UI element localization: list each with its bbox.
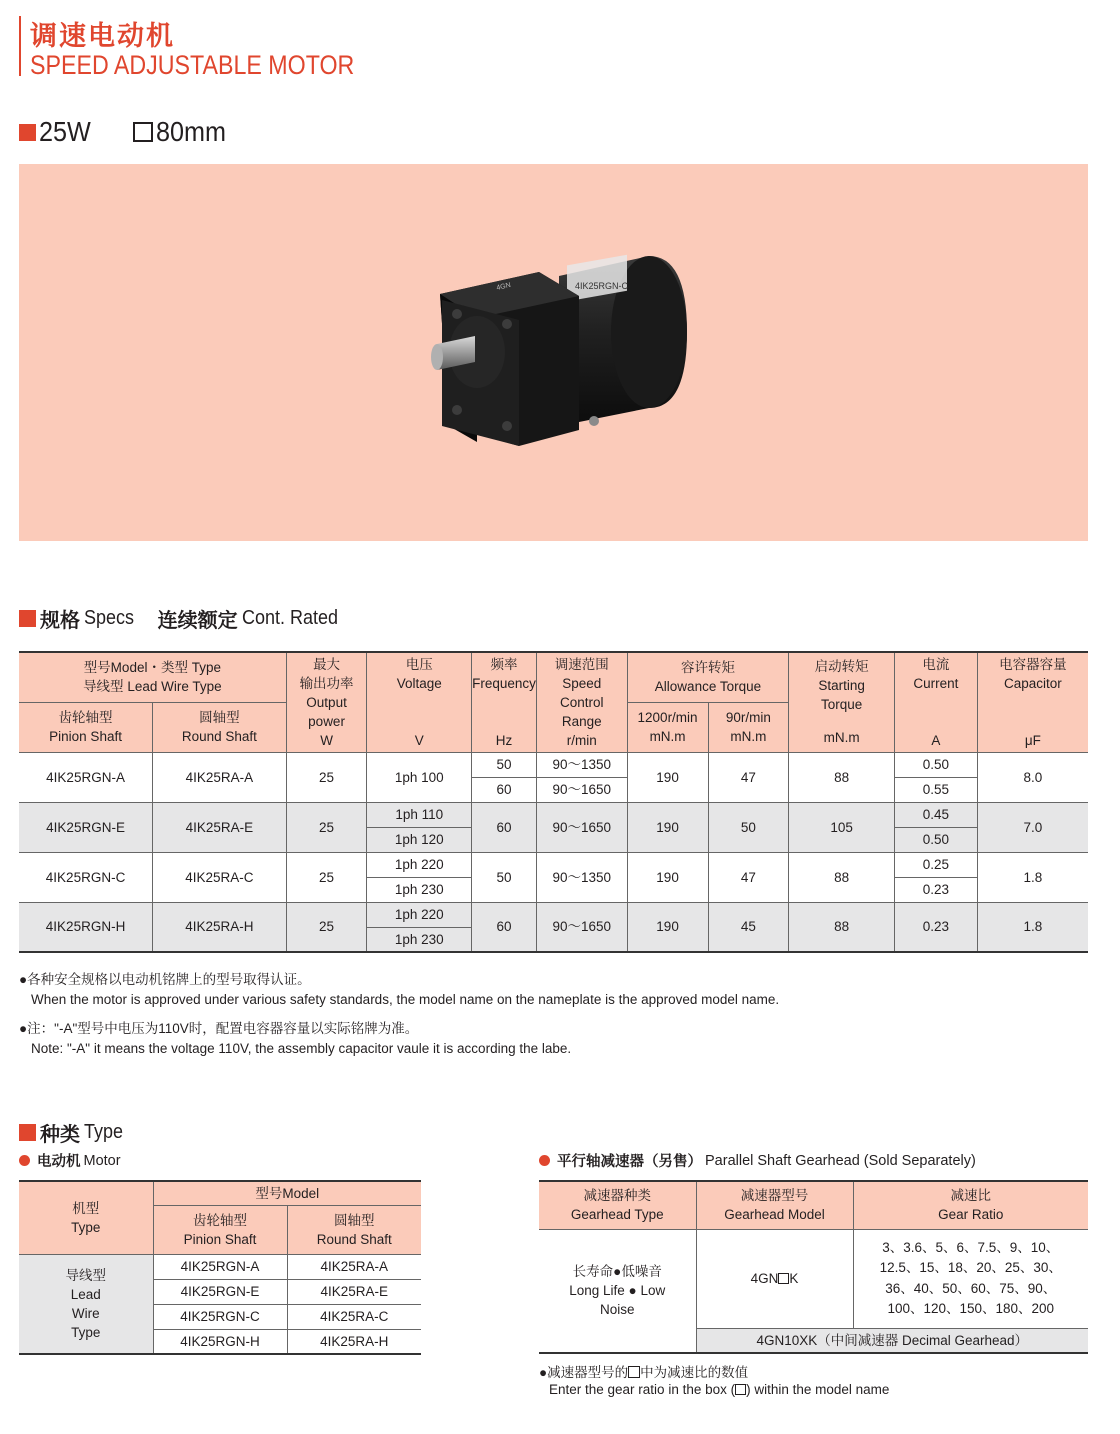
cell-power: 25 xyxy=(286,802,367,852)
cell-torque-90: 47 xyxy=(708,852,789,902)
gear-ratio-cell: 3、3.6、5、6、7.5、9、10、 12.5、15、18、20、25、30、 36、40、50、60、75、90、 100、120、150、180、200 xyxy=(853,1229,1088,1328)
rating-row xyxy=(19,117,233,147)
header-gear-ratio: 减速比 Gear Ratio xyxy=(853,1181,1088,1229)
type-section-title: 种类 Type xyxy=(19,1118,127,1147)
power-rating: 25W xyxy=(39,116,91,147)
square-bullet-icon xyxy=(19,1124,36,1141)
header-accent-bar xyxy=(19,16,21,76)
motor-type-table xyxy=(19,1180,421,1355)
page-title-en: SPEED ADJUSTABLE MOTOR xyxy=(30,50,355,80)
header-starting-torque: 启动转矩 Starting Torque mN.m xyxy=(789,652,895,752)
cell-power: 25 xyxy=(286,902,367,952)
cell-current: 0.23 xyxy=(894,877,977,902)
cell-capacitor: 7.0 xyxy=(977,802,1088,852)
note-2-en: Note: "-A" it means the voltage 110V, the assembly capacitor vaule it is according the labe. xyxy=(31,1041,572,1056)
header-frequency: 频率 Frequency Hz xyxy=(472,652,537,752)
cell-frequency: 60 xyxy=(472,802,537,852)
cell-round: 4IK25RA-C xyxy=(153,852,287,902)
lead-wire-type-cell: 导线型 Lead Wire Type xyxy=(19,1254,153,1354)
header-torque-1200: 1200r/min mN.m xyxy=(627,702,708,752)
cell-pinion: 4IK25RGN-H xyxy=(153,1329,287,1354)
cell-torque-1200: 190 xyxy=(627,752,708,802)
circle-bullet-icon xyxy=(539,1155,550,1166)
cell-round: 4IK25RA-H xyxy=(287,1329,421,1354)
header-output-power: 最大 输出功率 Output power W xyxy=(286,652,367,752)
gearhead-note-cn: ●减速器型号的 中为减速比的数值 xyxy=(539,1365,749,1380)
gearhead-note-en: Enter the gear ratio in the box ( ) within the model name xyxy=(549,1382,890,1397)
cell-starting-torque: 88 xyxy=(789,852,895,902)
cell-torque-90: 45 xyxy=(708,902,789,952)
table-row xyxy=(539,1229,1088,1328)
cell-frequency: 50 xyxy=(472,852,537,902)
square-bullet-icon xyxy=(19,610,36,627)
gearhead-label-text: 4GN xyxy=(495,281,512,292)
note-1-en: When the motor is approved under various safety standards, the model name on the nameplate is the approved model name. xyxy=(31,992,780,1007)
header-machine-type: 机型 Type xyxy=(19,1181,153,1254)
cell-pinion: 4IK25RGN-A xyxy=(19,752,153,802)
cell-capacitor: 1.8 xyxy=(977,902,1088,952)
table-row xyxy=(19,802,1088,827)
gearhead-model-cell: 4GN K xyxy=(696,1229,853,1328)
cell-torque-1200: 190 xyxy=(627,902,708,952)
header-voltage: 电压 Voltage V xyxy=(367,652,472,752)
box-placeholder-icon xyxy=(628,1366,640,1378)
cell-capacitor: 8.0 xyxy=(977,752,1088,802)
header-model-type: 型号Model・类型 Type 导线型 Lead Wire Type xyxy=(19,652,286,702)
motor-subtitle: 电动机 Motor xyxy=(19,1150,121,1171)
specs-section-title: 规格 Specs 连续额定 Cont. Rated xyxy=(19,604,348,633)
header-current: 电流 Current A xyxy=(894,652,977,752)
cell-speed: 90～1650 xyxy=(536,802,627,852)
cell-current: 0.23 xyxy=(894,902,977,952)
frame-size: 80mm xyxy=(155,116,226,147)
gearhead-type-cell: 长寿命●低噪音 Long Life ● Low Noise xyxy=(539,1229,696,1353)
cell-pinion: 4IK25RGN-E xyxy=(153,1279,287,1304)
cell-voltage: 1ph 220 xyxy=(367,852,472,877)
cell-frequency: 50 xyxy=(472,752,537,777)
header-pinion-shaft: 齿轮轴型 Pinion Shaft xyxy=(19,702,153,752)
cell-capacitor: 1.8 xyxy=(977,852,1088,902)
cell-current: 0.50 xyxy=(894,827,977,852)
cell-starting-torque: 88 xyxy=(789,752,895,802)
cell-voltage: 1ph 230 xyxy=(367,877,472,902)
cell-current: 0.50 xyxy=(894,752,977,777)
note-1-cn: ●各种安全规格以电动机铭牌上的型号取得认证。 xyxy=(19,972,311,987)
cell-speed: 90～1650 xyxy=(536,902,627,952)
square-bullet-icon xyxy=(19,124,36,141)
cell-starting-torque: 88 xyxy=(789,902,895,952)
cell-pinion: 4IK25RGN-E xyxy=(19,802,153,852)
cell-torque-1200: 190 xyxy=(627,802,708,852)
cell-round: 4IK25RA-E xyxy=(153,802,287,852)
header-speed-range: 调速范围 Speed Control Range r/min xyxy=(536,652,627,752)
cell-current: 0.25 xyxy=(894,852,977,877)
cell-round: 4IK25RA-H xyxy=(153,902,287,952)
cell-speed: 90～1650 xyxy=(536,777,627,802)
cell-power: 25 xyxy=(286,852,367,902)
specs-table xyxy=(19,651,1088,953)
cell-voltage: 1ph 100 xyxy=(367,752,472,802)
cell-round: 4IK25RA-C xyxy=(287,1304,421,1329)
product-photo xyxy=(19,164,1088,541)
cell-frequency: 60 xyxy=(472,902,537,952)
square-frame-icon xyxy=(133,122,153,142)
motor-illustration xyxy=(19,164,1088,541)
motor-label-text: 4IK25RGN-C xyxy=(575,281,629,291)
header-gearhead-model: 减速器型号 Gearhead Model xyxy=(696,1181,853,1229)
note-2-cn: ●注："-A"型号中电压为110V时，配置电容器容量以实际铭牌为准。 xyxy=(19,1021,419,1036)
header-gearhead-type: 减速器种类 Gearhead Type xyxy=(539,1181,696,1229)
cell-current: 0.45 xyxy=(894,802,977,827)
page-title-cn: 调速电动机 xyxy=(30,21,175,51)
cell-torque-1200: 190 xyxy=(627,852,708,902)
header-torque-90: 90r/min mN.m xyxy=(708,702,789,752)
circle-bullet-icon xyxy=(19,1155,30,1166)
header-capacitor: 电容器容量 Capacitor μF xyxy=(977,652,1088,752)
cell-starting-torque: 105 xyxy=(789,802,895,852)
cell-voltage: 1ph 220 xyxy=(367,902,472,927)
cell-torque-90: 50 xyxy=(708,802,789,852)
cell-pinion: 4IK25RGN-C xyxy=(153,1304,287,1329)
table-row xyxy=(19,752,1088,777)
cell-voltage: 1ph 230 xyxy=(367,927,472,952)
cell-current: 0.55 xyxy=(894,777,977,802)
cell-torque-90: 47 xyxy=(708,752,789,802)
box-placeholder-icon xyxy=(735,1384,746,1395)
cell-power: 25 xyxy=(286,752,367,802)
cell-round: 4IK25RA-E xyxy=(287,1279,421,1304)
cell-pinion: 4IK25RGN-A xyxy=(153,1254,287,1279)
table-row xyxy=(19,852,1088,877)
cell-voltage: 1ph 120 xyxy=(367,827,472,852)
cell-round: 4IK25RA-A xyxy=(287,1254,421,1279)
box-placeholder-icon xyxy=(778,1273,789,1284)
cell-pinion: 4IK25RGN-C xyxy=(19,852,153,902)
header-pinion-shaft: 齿轮轴型 Pinion Shaft xyxy=(153,1205,287,1254)
gearhead-table xyxy=(539,1180,1088,1354)
cell-speed: 90～1350 xyxy=(536,752,627,777)
cell-round: 4IK25RA-A xyxy=(153,752,287,802)
cell-voltage: 1ph 110 xyxy=(367,802,472,827)
cell-speed: 90～1350 xyxy=(536,852,627,902)
cell-pinion: 4IK25RGN-H xyxy=(19,902,153,952)
table-row xyxy=(19,902,1088,927)
header-allowance-torque: 容许转矩 Allowance Torque xyxy=(627,652,789,702)
decimal-gearhead-cell: 4GN10XK（中间减速器 Decimal Gearhead） xyxy=(696,1328,1088,1353)
cell-frequency: 60 xyxy=(472,777,537,802)
table-row xyxy=(19,1254,421,1279)
gearhead-subtitle: 平行轴减速器（另售） Parallel Shaft Gearhead (Sold Separately) xyxy=(539,1150,976,1171)
header-round-shaft: 圆轴型 Round Shaft xyxy=(153,702,287,752)
header-round-shaft: 圆轴型 Round Shaft xyxy=(287,1205,421,1254)
header-model: 型号Model xyxy=(153,1181,421,1205)
